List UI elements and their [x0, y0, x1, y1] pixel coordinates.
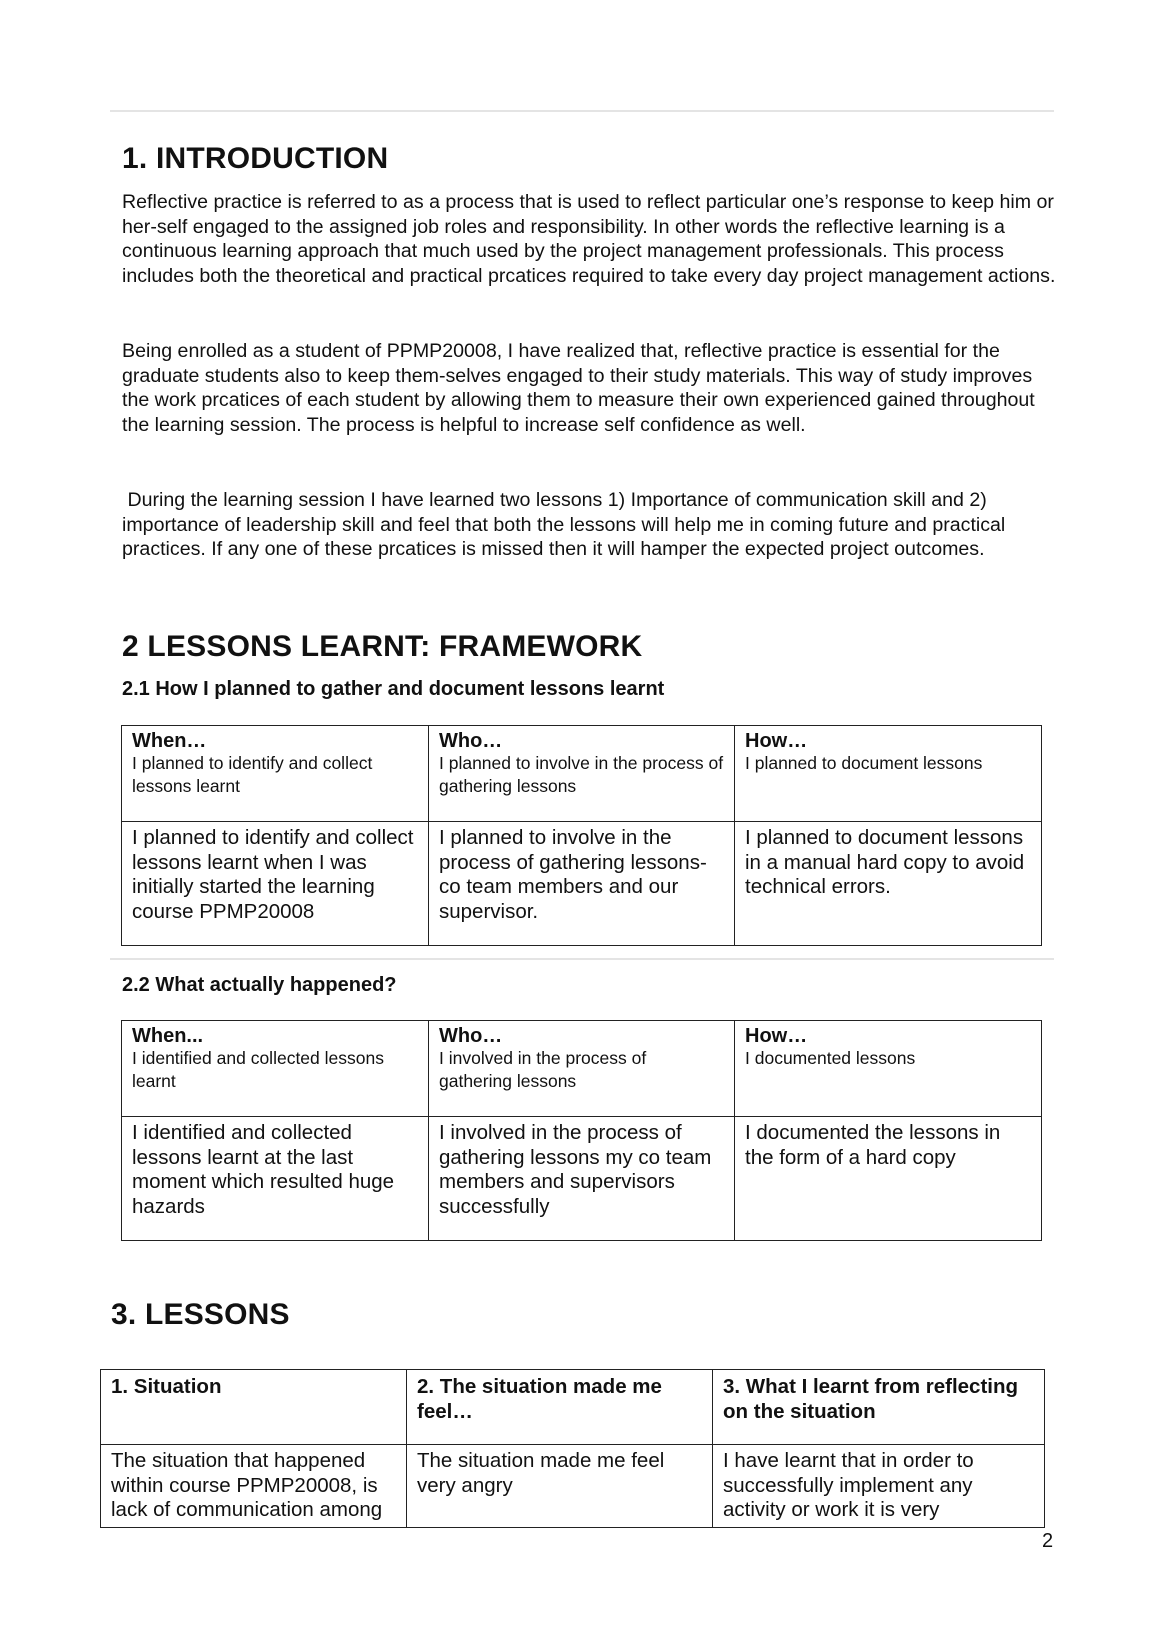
actual-body-row	[122, 1117, 1042, 1241]
intro-paragraph-3: During the learning session I have learned two lessons 1) Importance of communication skill and 2) importance of leadership skill and feel that both the lessons will help me in coming future and practical practices. If any one of these prcatices is missed then it will hamper the expected project outcomes.	[122, 489, 1011, 561]
cell-text: The situation made me feel very angry	[417, 1449, 665, 1497]
planned-when-header	[122, 726, 429, 822]
header-title: When…	[132, 730, 207, 752]
cell-text: I documented the lessons in the form of a hard copy	[745, 1121, 1001, 1169]
cell-text: The situation that happened within course PPMP20008, is lack of communication among	[111, 1449, 383, 1521]
planned-body-row	[122, 822, 1042, 946]
header-title: 1. Situation	[111, 1375, 222, 1398]
header-title: 2. The situation made me feel…	[417, 1375, 662, 1423]
cell-text: I have learnt that in order to successfully implement any activity or work it is very	[723, 1449, 974, 1521]
top-divider	[110, 110, 1054, 112]
actual-when-header	[122, 1021, 429, 1117]
planned-who-header	[429, 726, 735, 822]
cell-text: I planned to involve in the process of gathering lessons- co team members and our supervisor.	[439, 826, 707, 923]
header-description: I planned to document lessons	[745, 753, 983, 773]
planned-when-cell	[122, 822, 429, 946]
lessons-feel-header	[407, 1370, 713, 1445]
actual-how-cell	[735, 1117, 1042, 1241]
header-title: How…	[745, 730, 808, 752]
intro-paragraph-2: Being enrolled as a student of PPMP20008, I have realized that, reflective practice is essential for the graduate students also to keep them-selves engaged to their study materials. This way of study improves the work prcatices of each student by allowing them to measure their own experienced gained throughout the learning session. The process is helpful to increase self confidence as well.	[122, 340, 1035, 437]
lessons-heading: 3. LESSONS	[111, 1298, 290, 1331]
lessons-learnt-header	[713, 1370, 1045, 1445]
cell-text: I identified and collected lessons learnt at the last moment which resulted huge hazards	[132, 1121, 395, 1218]
header-title: How…	[745, 1025, 808, 1047]
lessons-body-row	[101, 1445, 1045, 1528]
cell-text: I involved in the process of gathering lessons my co team members and supervisors successfully	[439, 1121, 712, 1218]
header-description: I identified and collected lessons learnt	[132, 1048, 384, 1091]
lessons-table	[100, 1369, 1045, 1528]
planned-subheading: 2.1 How I planned to gather and document lessons learnt	[122, 678, 665, 700]
lessons-learnt-cell	[713, 1445, 1045, 1528]
intro-paragraph-1: Reflective practice is referred to as a process that is used to reflect particular one’s response to keep him or her-self engaged to the assigned job roles and responsibility. In other words the reflective learning is a continuous learning approach that much used by the project management professionals. This process includes both the theoretical and practical prcatices required to take every day project management actions.	[122, 191, 1056, 288]
framework-heading: 2 LESSONS LEARNT: FRAMEWORK	[122, 630, 643, 663]
header-title: When...	[132, 1025, 204, 1047]
actual-how-header	[735, 1021, 1042, 1117]
header-title: Who…	[439, 1025, 503, 1047]
introduction-heading: 1. INTRODUCTION	[122, 142, 389, 175]
planned-header-row	[122, 726, 1042, 822]
header-description: I documented lessons	[745, 1048, 916, 1068]
actual-header-row	[122, 1021, 1042, 1117]
header-title: 3. What I learnt from reflecting on the situation	[723, 1375, 1019, 1423]
lessons-situation-cell	[101, 1445, 407, 1528]
actual-when-cell	[122, 1117, 429, 1241]
planned-who-cell	[429, 822, 735, 946]
actual-who-header	[429, 1021, 735, 1117]
lessons-situation-header	[101, 1370, 407, 1445]
planned-how-cell	[735, 822, 1042, 946]
header-description: I involved in the process of gathering lessons	[439, 1048, 647, 1091]
lessons-feel-cell	[407, 1445, 713, 1528]
header-title: Who…	[439, 730, 503, 752]
page-number: 2	[1042, 1530, 1054, 1552]
cell-text: I planned to identify and collect lessons learnt when I was initially started the learning course PPMP20008	[132, 826, 414, 923]
actual-table	[121, 1020, 1042, 1241]
planned-table	[121, 725, 1042, 946]
header-description: I planned to identify and collect lessons learnt	[132, 753, 373, 796]
actual-who-cell	[429, 1117, 735, 1241]
cell-text: I planned to document lessons in a manual hard copy to avoid technical errors.	[745, 826, 1025, 898]
planned-how-header	[735, 726, 1042, 822]
actual-subheading: 2.2 What actually happened?	[122, 974, 397, 996]
header-description: I planned to involve in the process of gathering lessons	[439, 753, 724, 796]
mid-divider	[110, 958, 1054, 960]
lessons-header-row	[101, 1370, 1045, 1445]
